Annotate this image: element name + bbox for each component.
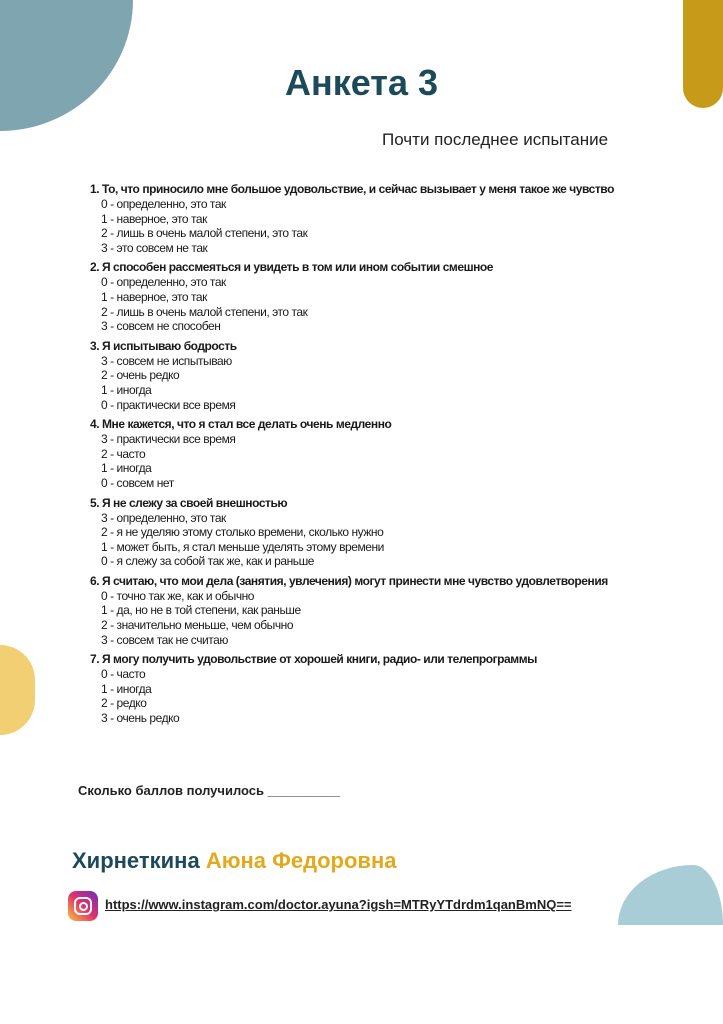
answer-option: 0 - я слежу за собой так же, как и раньше — [101, 554, 314, 569]
answer-option: 3 - совсем не способен — [101, 319, 221, 334]
decor-yellow-circle — [0, 645, 35, 735]
answer-option: 1 - наверное, это так — [101, 211, 207, 226]
answer-option: 2 - лишь в очень малой степени, это так — [101, 304, 308, 319]
instagram-link[interactable]: https://www.instagram.com/doctor.ayuna?igsh=MTRyYTdrdm1qanBmNQ== — [105, 897, 572, 912]
decor-blue-circle — [618, 865, 723, 925]
question-text: 3. Я испытываю бодрость — [90, 338, 237, 353]
answer-option: 2 - значительно меньше, чем обычно — [101, 618, 294, 633]
answer-option: 2 - очень редко — [101, 368, 180, 383]
answer-option: 0 - совсем нет — [101, 475, 174, 490]
answer-option: 2 - часто — [101, 446, 146, 461]
answer-option: 1 - может быть, я стал меньше уделять этому времени — [101, 539, 384, 554]
answer-option: 1 - да, но не в той степени, как раньше — [101, 603, 301, 618]
answer-option: 0 - точно так же, как и обычно — [101, 588, 255, 603]
answer-option: 3 - практически все время — [101, 432, 236, 447]
instagram-icon[interactable] — [68, 891, 98, 921]
answer-option: 0 - определенно, это так — [101, 197, 226, 211]
answer-option: 0 - часто — [101, 667, 146, 682]
answer-option: 1 - иногда — [101, 382, 152, 397]
question-text: 7. Я могу получить удовольствие от хорошей книги, радио- или телепрограммы — [90, 652, 537, 667]
answer-option: 1 - иногда — [101, 461, 152, 476]
author-first-names: Аюна Федоровна — [205, 848, 397, 873]
author-name — [72, 848, 396, 874]
answer-option: 2 - лишь в очень малой степени, это так — [101, 226, 308, 241]
question-text: 2. Я способен рассмеяться и увидеть в том или ином событии смешное — [90, 260, 494, 275]
page-title: Анкета 3 — [285, 62, 438, 103]
answer-option: 0 - практически все время — [101, 397, 236, 412]
answer-option: 3 - определенно, это так — [101, 510, 226, 525]
answer-option: 2 - редко — [101, 696, 147, 711]
score-prompt: Сколько баллов получилось __________ — [78, 783, 340, 798]
answer-option: 3 - это совсем не так — [101, 240, 208, 255]
question-text: 6. Я считаю, что мои дела (занятия, увлечения) могут принести мне чувство удовлетворения — [90, 573, 608, 588]
question-text: 5. Я не слежу за своей внешностью — [90, 495, 288, 510]
question-text: 4. Мне кажется, что я стал все делать очень медленно — [90, 417, 392, 432]
answer-option: 3 - совсем не испытываю — [101, 353, 232, 368]
subtitle: Почти последнее испытание — [382, 130, 609, 149]
answer-option: 2 - я не уделяю этому столько времени, сколько нужно — [101, 525, 384, 540]
question-text: 1. То, что приносило мне большое удовольствие, и сейчас вызывает у меня такое же чувство — [90, 182, 614, 196]
answer-option: 3 - очень редко — [101, 711, 180, 726]
answer-option: 1 - иногда — [101, 681, 152, 696]
author-last-name: Хирнеткина — [72, 848, 200, 873]
answer-option: 3 - совсем так не считаю — [101, 632, 228, 647]
answer-option: 0 - определенно, это так — [101, 275, 226, 290]
answer-option: 1 - наверное, это так — [101, 289, 207, 304]
questionnaire — [90, 182, 630, 726]
